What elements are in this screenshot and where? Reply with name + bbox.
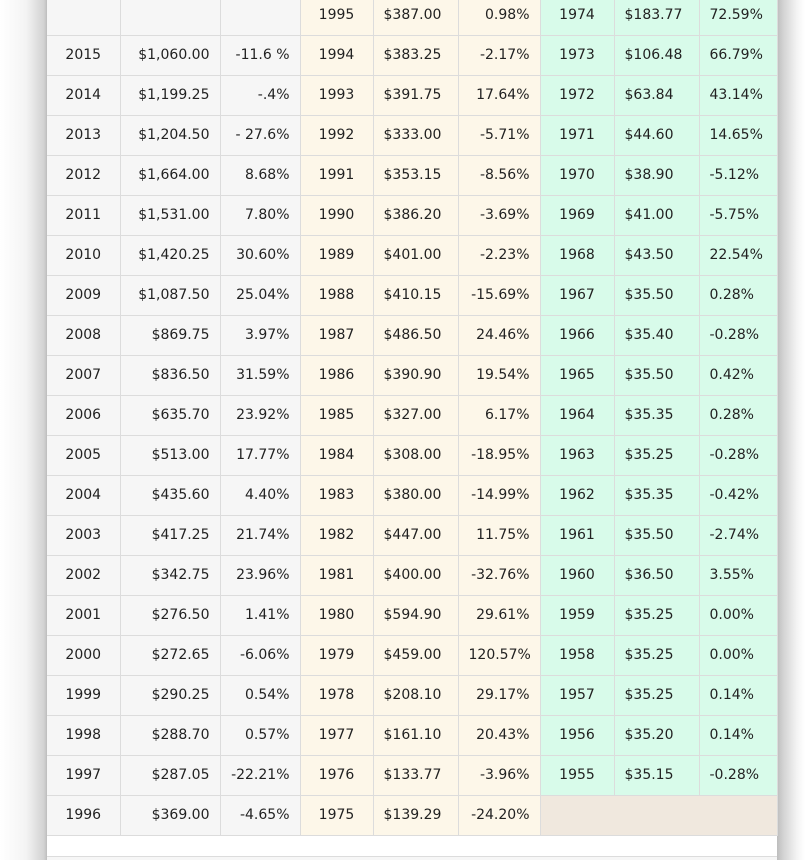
early-year-cell: 1974 [540,0,614,35]
recent-year-cell: 2009 [47,275,120,315]
recent-price-cell: $342.75 [120,555,220,595]
table-row [47,275,777,315]
early-change-cell: -0.28% [699,435,777,475]
early-price-cell: $63.84 [614,75,699,115]
middle-price-cell: $333.00 [373,115,458,155]
early-change-cell: 0.00% [699,595,777,635]
recent-year-cell: 2007 [47,355,120,395]
early-year-cell: 1970 [540,155,614,195]
middle-change-cell: 17.64% [458,75,540,115]
middle-price-cell: $353.15 [373,155,458,195]
middle-price-cell: $208.10 [373,675,458,715]
recent-year-cell: 2002 [47,555,120,595]
middle-year-cell: 1984 [300,435,373,475]
early-year-cell: 1959 [540,595,614,635]
middle-year-cell: 1993 [300,75,373,115]
recent-price-cell: $1,204.50 [120,115,220,155]
table-row [47,195,777,235]
early-year-cell: 1971 [540,115,614,155]
middle-year-cell: 1987 [300,315,373,355]
middle-price-cell: $447.00 [373,515,458,555]
recent-change-cell: 31.59% [220,355,300,395]
early-change-cell: 14.65% [699,115,777,155]
early-change-cell: 0.42% [699,355,777,395]
recent-change-cell: 0.54% [220,675,300,715]
early-change-cell: 43.14% [699,75,777,115]
middle-price-cell: $459.00 [373,635,458,675]
recent-year-cell: 2012 [47,155,120,195]
recent-year-cell: 2004 [47,475,120,515]
table-row [47,235,777,275]
early-year-cell: 1966 [540,315,614,355]
middle-year-cell: 1994 [300,35,373,75]
middle-year-cell: 1976 [300,755,373,795]
middle-change-cell: 0.98% [458,0,540,35]
early-year-cell: 1968 [540,235,614,275]
middle-change-cell: -8.56% [458,155,540,195]
middle-year-cell: 1979 [300,635,373,675]
recent-change-cell: 0.57% [220,715,300,755]
middle-change-cell: -32.76% [458,555,540,595]
early-price-cell: $35.40 [614,315,699,355]
middle-change-cell: -3.96% [458,755,540,795]
middle-price-cell: $133.77 [373,755,458,795]
recent-year-cell [47,0,120,35]
table-row [47,675,777,715]
middle-year-cell: 1990 [300,195,373,235]
recent-year-cell: 2013 [47,115,120,155]
recent-change-cell: 3.97% [220,315,300,355]
middle-change-cell: 24.46% [458,315,540,355]
early-change-cell: 3.55% [699,555,777,595]
recent-year-cell: 1996 [47,795,120,835]
gold-price-history-table [47,0,778,836]
recent-change-cell: 1.41% [220,595,300,635]
recent-price-cell [120,0,220,35]
middle-price-cell: $327.00 [373,395,458,435]
recent-price-cell: $1,087.50 [120,275,220,315]
middle-price-cell: $390.90 [373,355,458,395]
middle-change-cell: 11.75% [458,515,540,555]
middle-price-cell: $386.20 [373,195,458,235]
recent-year-cell: 2010 [47,235,120,275]
table-row [47,755,777,795]
middle-price-cell: $391.75 [373,75,458,115]
middle-change-cell: -15.69% [458,275,540,315]
table-row [47,555,777,595]
table-row [47,515,777,555]
middle-change-cell: 19.54% [458,355,540,395]
early-price-cell: $35.50 [614,515,699,555]
recent-price-cell: $290.25 [120,675,220,715]
recent-price-cell: $1,420.25 [120,235,220,275]
early-year-cell: 1961 [540,515,614,555]
early-change-cell: -5.75% [699,195,777,235]
middle-year-cell: 1986 [300,355,373,395]
recent-year-cell: 2014 [47,75,120,115]
middle-price-cell: $380.00 [373,475,458,515]
recent-change-cell: -11.6 % [220,35,300,75]
table-row [47,75,777,115]
early-price-cell: $41.00 [614,195,699,235]
early-price-cell: $35.25 [614,595,699,635]
table-row [47,635,777,675]
middle-year-cell: 1982 [300,515,373,555]
middle-change-cell: -18.95% [458,435,540,475]
early-change-cell: 72.59% [699,0,777,35]
early-year-cell: 1958 [540,635,614,675]
middle-year-cell: 1981 [300,555,373,595]
table-row [47,795,777,835]
recent-year-cell: 1997 [47,755,120,795]
table-row [47,315,777,355]
early-year-cell: 1955 [540,755,614,795]
middle-price-cell: $486.50 [373,315,458,355]
early-change-cell: 0.28% [699,275,777,315]
early-price-cell: $44.60 [614,115,699,155]
middle-year-cell: 1983 [300,475,373,515]
right-page-shadow [777,0,805,860]
recent-price-cell: $1,531.00 [120,195,220,235]
middle-year-cell: 1992 [300,115,373,155]
recent-price-cell: $288.70 [120,715,220,755]
recent-change-cell: 7.80% [220,195,300,235]
early-price-cell: $35.50 [614,355,699,395]
early-price-cell: $106.48 [614,35,699,75]
middle-year-cell: 1989 [300,235,373,275]
middle-change-cell: -24.20% [458,795,540,835]
middle-year-cell: 1975 [300,795,373,835]
early-year-cell: 1956 [540,715,614,755]
middle-price-cell: $387.00 [373,0,458,35]
table-row [47,715,777,755]
early-year-cell: 1960 [540,555,614,595]
middle-change-cell: 120.57% [458,635,540,675]
table-row [47,0,777,35]
early-year-cell: 1964 [540,395,614,435]
early-price-cell: $35.35 [614,395,699,435]
middle-change-cell: 29.61% [458,595,540,635]
early-change-cell: -0.42% [699,475,777,515]
middle-year-cell: 1991 [300,155,373,195]
table-row [47,435,777,475]
left-page-shadow [0,0,47,860]
recent-price-cell: $513.00 [120,435,220,475]
table-row [47,115,777,155]
recent-price-cell: $869.75 [120,315,220,355]
recent-price-cell: $417.25 [120,515,220,555]
recent-price-cell: $276.50 [120,595,220,635]
early-year-cell: 1967 [540,275,614,315]
recent-year-cell: 2006 [47,395,120,435]
recent-year-cell: 2011 [47,195,120,235]
early-year-cell: 1957 [540,675,614,715]
recent-year-cell: 2015 [47,35,120,75]
early-year-cell: 1963 [540,435,614,475]
recent-change-cell: -.4% [220,75,300,115]
early-price-cell: $35.25 [614,435,699,475]
middle-change-cell: -3.69% [458,195,540,235]
middle-price-cell: $401.00 [373,235,458,275]
recent-change-cell: - 27.6% [220,115,300,155]
early-change-cell: 0.14% [699,675,777,715]
recent-price-cell: $836.50 [120,355,220,395]
early-price-cell: $35.25 [614,675,699,715]
middle-year-cell: 1980 [300,595,373,635]
empty-cell [540,795,777,835]
early-change-cell: -2.74% [699,515,777,555]
middle-year-cell: 1985 [300,395,373,435]
early-price-cell: $35.35 [614,475,699,515]
middle-change-cell: -14.99% [458,475,540,515]
middle-year-cell: 1988 [300,275,373,315]
middle-year-cell: 1978 [300,675,373,715]
recent-price-cell: $272.65 [120,635,220,675]
table-bottom-edge [47,856,777,860]
early-price-cell: $35.50 [614,275,699,315]
recent-year-cell: 2001 [47,595,120,635]
recent-change-cell: -4.65% [220,795,300,835]
table-row [47,155,777,195]
early-change-cell: 0.14% [699,715,777,755]
recent-year-cell: 2003 [47,515,120,555]
early-change-cell: -0.28% [699,755,777,795]
early-price-cell: $35.25 [614,635,699,675]
early-change-cell: -5.12% [699,155,777,195]
recent-change-cell: 17.77% [220,435,300,475]
middle-price-cell: $308.00 [373,435,458,475]
recent-year-cell: 2008 [47,315,120,355]
recent-price-cell: $435.60 [120,475,220,515]
recent-year-cell: 1998 [47,715,120,755]
early-year-cell: 1969 [540,195,614,235]
early-change-cell: -0.28% [699,315,777,355]
recent-year-cell: 1999 [47,675,120,715]
early-change-cell: 66.79% [699,35,777,75]
middle-price-cell: $139.29 [373,795,458,835]
middle-price-cell: $161.10 [373,715,458,755]
middle-change-cell: 20.43% [458,715,540,755]
recent-change-cell: -6.06% [220,635,300,675]
early-year-cell: 1972 [540,75,614,115]
recent-price-cell: $635.70 [120,395,220,435]
table-row [47,355,777,395]
early-change-cell: 0.28% [699,395,777,435]
middle-change-cell: -2.23% [458,235,540,275]
recent-price-cell: $1,664.00 [120,155,220,195]
early-year-cell: 1962 [540,475,614,515]
recent-change-cell: 4.40% [220,475,300,515]
middle-price-cell: $410.15 [373,275,458,315]
recent-change-cell [220,0,300,35]
early-price-cell: $38.90 [614,155,699,195]
table-row [47,595,777,635]
recent-change-cell: 23.92% [220,395,300,435]
early-price-cell: $36.50 [614,555,699,595]
recent-price-cell: $1,060.00 [120,35,220,75]
recent-change-cell: 30.60% [220,235,300,275]
middle-change-cell: 29.17% [458,675,540,715]
recent-change-cell: 25.04% [220,275,300,315]
early-price-cell: $35.15 [614,755,699,795]
recent-change-cell: -22.21% [220,755,300,795]
recent-price-cell: $369.00 [120,795,220,835]
early-price-cell: $43.50 [614,235,699,275]
middle-change-cell: 6.17% [458,395,540,435]
recent-change-cell: 8.68% [220,155,300,195]
table-row [47,35,777,75]
middle-price-cell: $383.25 [373,35,458,75]
early-year-cell: 1973 [540,35,614,75]
early-price-cell: $35.20 [614,715,699,755]
recent-year-cell: 2000 [47,635,120,675]
recent-change-cell: 21.74% [220,515,300,555]
middle-change-cell: -2.17% [458,35,540,75]
table-row [47,395,777,435]
early-change-cell: 22.54% [699,235,777,275]
middle-year-cell: 1977 [300,715,373,755]
recent-year-cell: 2005 [47,435,120,475]
table-row [47,475,777,515]
middle-price-cell: $594.90 [373,595,458,635]
middle-change-cell: -5.71% [458,115,540,155]
early-price-cell: $183.77 [614,0,699,35]
early-change-cell: 0.00% [699,635,777,675]
recent-price-cell: $287.05 [120,755,220,795]
middle-year-cell: 1995 [300,0,373,35]
recent-price-cell: $1,199.25 [120,75,220,115]
early-year-cell: 1965 [540,355,614,395]
recent-change-cell: 23.96% [220,555,300,595]
table-body [47,0,777,835]
middle-price-cell: $400.00 [373,555,458,595]
